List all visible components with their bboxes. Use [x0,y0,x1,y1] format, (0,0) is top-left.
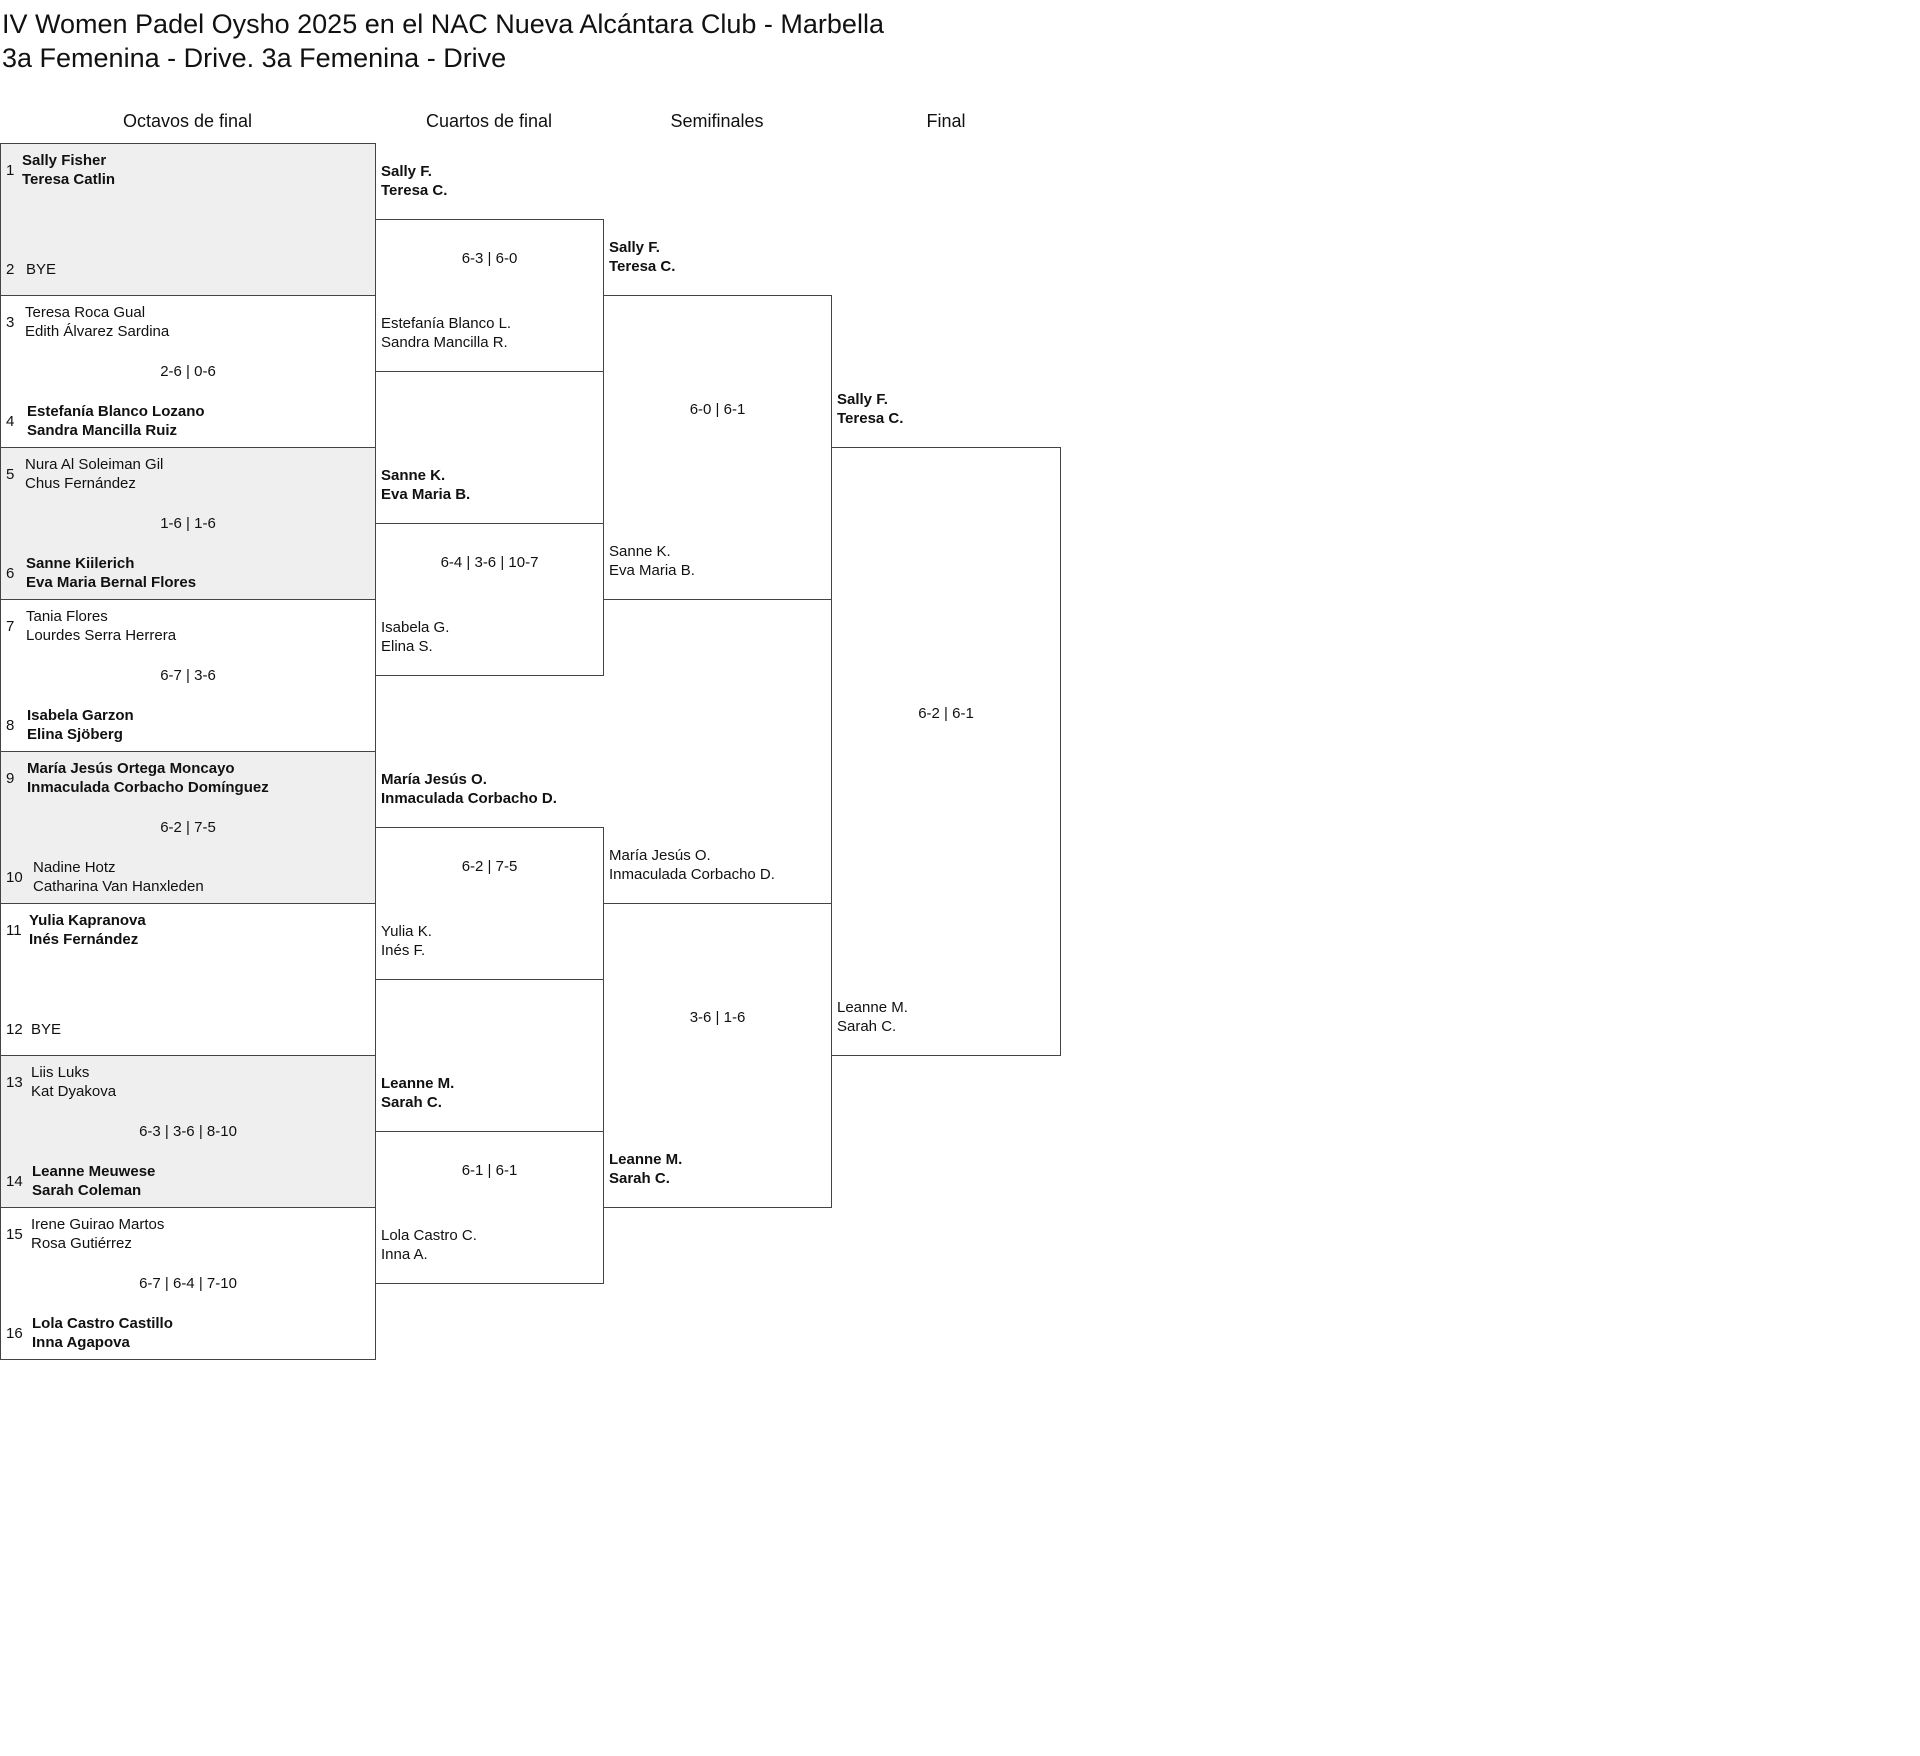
player-name: Teresa Catlin [22,171,116,188]
player-name: Sally F. [609,239,660,256]
player-name: Tania Flores [26,608,108,625]
player-name: Isabela Garzon [27,707,134,724]
match-score: 6-3 | 3-6 | 8-10 [139,1123,237,1140]
player-name: Sally F. [381,163,432,180]
seed-number: 11 [6,922,22,939]
team-b [32,1314,173,1352]
round-header-final: Final [926,111,966,131]
r16-match-2 [0,295,376,448]
team-b [33,858,204,896]
player-name: Inna Agapova [32,1334,130,1351]
qf-4-team-a [381,1074,454,1112]
team-a [22,151,115,189]
sf-2-team-a [609,846,775,884]
player-name: Chus Fernández [25,475,136,492]
player-name: Teresa C. [837,410,904,427]
player-name: Lola Castro C. [381,1227,477,1244]
qf-3-team-b [381,922,432,960]
qf-1-team-a [381,162,447,200]
player-name: Sanne K. [381,467,446,484]
seed-number: 3 [6,314,15,331]
player-name: Eva Maria B. [381,486,471,503]
player-name: Sally Fisher [22,152,107,169]
player-name: María Jesús O. [381,771,487,788]
player-name: Sally F. [837,391,888,408]
match-score: 6-3 | 6-0 [461,250,518,267]
seed-number: 6 [6,565,15,582]
team-a [31,1215,164,1253]
player-name: Elina Sjöberg [27,726,123,743]
player-name: Sanne K. [609,543,671,560]
seed-number: 10 [6,869,23,886]
team-a [27,759,269,797]
seed-number: 2 [6,261,15,278]
match-score: 6-2 | 7-5 [461,858,518,875]
sf-2-team-b [609,1150,682,1188]
r16-match-8 [0,1207,376,1360]
r16-match-4 [0,599,376,752]
qf-2-team-b [381,618,449,656]
round-header-r16: Octavos de final [122,111,253,131]
player-name: Sandra Mancilla R. [381,334,508,351]
player-name: Sanne Kiilerich [26,555,135,572]
player-name: Sarah C. [837,1018,897,1035]
team-b [27,706,134,744]
player-name: Inés F. [381,942,426,959]
team-b [32,1162,155,1200]
player-name: Inmaculada Corbacho Domínguez [27,779,269,796]
player-name: Kat Dyakova [31,1083,117,1100]
player-name: María Jesús Ortega Moncayo [27,760,235,777]
player-name: Sarah Coleman [32,1182,142,1199]
seed-number: 14 [6,1173,23,1190]
r16-match-3 [0,447,376,600]
team-b [26,260,56,279]
round-header-sf: Semifinales [670,111,764,131]
page-title: IV Women Padel Oysho 2025 en el NAC Nueva Alcántara Club - Marbella [2,9,884,39]
seed-number: 15 [6,1226,23,1243]
seed-number: 8 [6,717,15,734]
player-name: Eva Maria B. [609,562,695,579]
player-name: Leanne M. [609,1151,683,1168]
player-name: Sarah C. [381,1094,442,1111]
match-score: 6-0 | 6-1 [689,401,746,418]
team-a [25,303,169,341]
r16-match-5 [0,751,376,904]
player-name: Inés Fernández [29,931,139,948]
player-name: Elina S. [381,638,433,655]
match-score: 6-1 | 6-1 [461,1162,518,1179]
player-name: BYE [31,1021,62,1038]
seed-number: 16 [6,1325,23,1342]
qf-1-team-b [381,314,511,352]
player-name: Edith Álvarez Sardina [25,323,170,340]
seed-number: 7 [6,618,15,635]
player-name: Yulia K. [381,923,432,940]
final-team-a [837,390,903,428]
player-name: Leanne M. [837,999,908,1016]
team-a [31,1063,116,1101]
match-score: 3-6 | 1-6 [689,1009,746,1026]
match-score: 6-7 | 6-4 | 7-10 [139,1275,237,1292]
team-a [29,911,146,949]
team-a [25,455,163,493]
player-name: Nadine Hotz [33,859,116,876]
player-name: Sarah C. [609,1170,670,1187]
team-b [31,1020,61,1039]
seed-number: 5 [6,466,15,483]
page-subtitle: 3a Femenina - Drive. 3a Femenina - Drive [2,43,507,73]
player-name: Irene Guirao Martos [31,1216,165,1233]
sf-1-team-a [609,238,675,276]
match-score: 6-2 | 6-1 [918,705,974,722]
seed-number: 4 [6,413,15,430]
final-match [831,447,1061,1056]
seed-number: 13 [6,1074,23,1091]
player-name: Sandra Mancilla Ruiz [27,422,178,439]
player-name: Estefanía Blanco L. [381,315,512,332]
qf-3-team-a [381,770,557,808]
player-name: Teresa C. [609,258,676,275]
player-name: Nura Al Soleiman Gil [25,456,164,473]
player-name: BYE [26,261,57,278]
match-score: 1-6 | 1-6 [160,515,216,532]
player-name: Leanne M. [381,1075,455,1092]
team-b [26,554,196,592]
match-score: 6-2 | 7-5 [160,819,216,836]
r16-match-7 [0,1055,376,1208]
match-score: 6-7 | 3-6 [160,667,216,684]
final-team-b [837,998,908,1036]
player-name: Inna A. [381,1246,428,1263]
team-b [27,402,205,440]
player-name: Catharina Van Hanxleden [33,878,204,895]
seed-number: 9 [6,770,15,787]
player-name: Inmaculada Corbacho D. [609,866,775,883]
player-name: Lourdes Serra Herrera [26,627,177,644]
round-header-qf: Cuartos de final [425,111,553,131]
match-score: 6-4 | 3-6 | 10-7 [440,554,539,571]
player-name: Teresa C. [381,182,448,199]
sf-1-team-b [609,542,695,580]
player-name: Lola Castro Castillo [32,1315,173,1332]
qf-4-team-b [381,1226,477,1264]
player-name: Yulia Kapranova [29,912,146,929]
qf-2-team-a [381,466,470,504]
player-name: Estefanía Blanco Lozano [27,403,205,420]
player-name: Rosa Gutiérrez [31,1235,132,1252]
team-a [26,607,176,645]
player-name: Eva Maria Bernal Flores [26,574,197,591]
seed-number: 1 [6,162,15,179]
r16-match-1 [0,143,376,296]
player-name: Liis Luks [31,1064,90,1081]
match-score: 2-6 | 0-6 [160,363,216,380]
seed-number: 12 [6,1021,23,1038]
player-name: Teresa Roca Gual [25,304,146,321]
r16-match-6 [0,903,376,1056]
player-name: María Jesús O. [609,847,711,864]
player-name: Inmaculada Corbacho D. [381,790,557,807]
player-name: Leanne Meuwese [32,1163,156,1180]
player-name: Isabela G. [381,619,450,636]
